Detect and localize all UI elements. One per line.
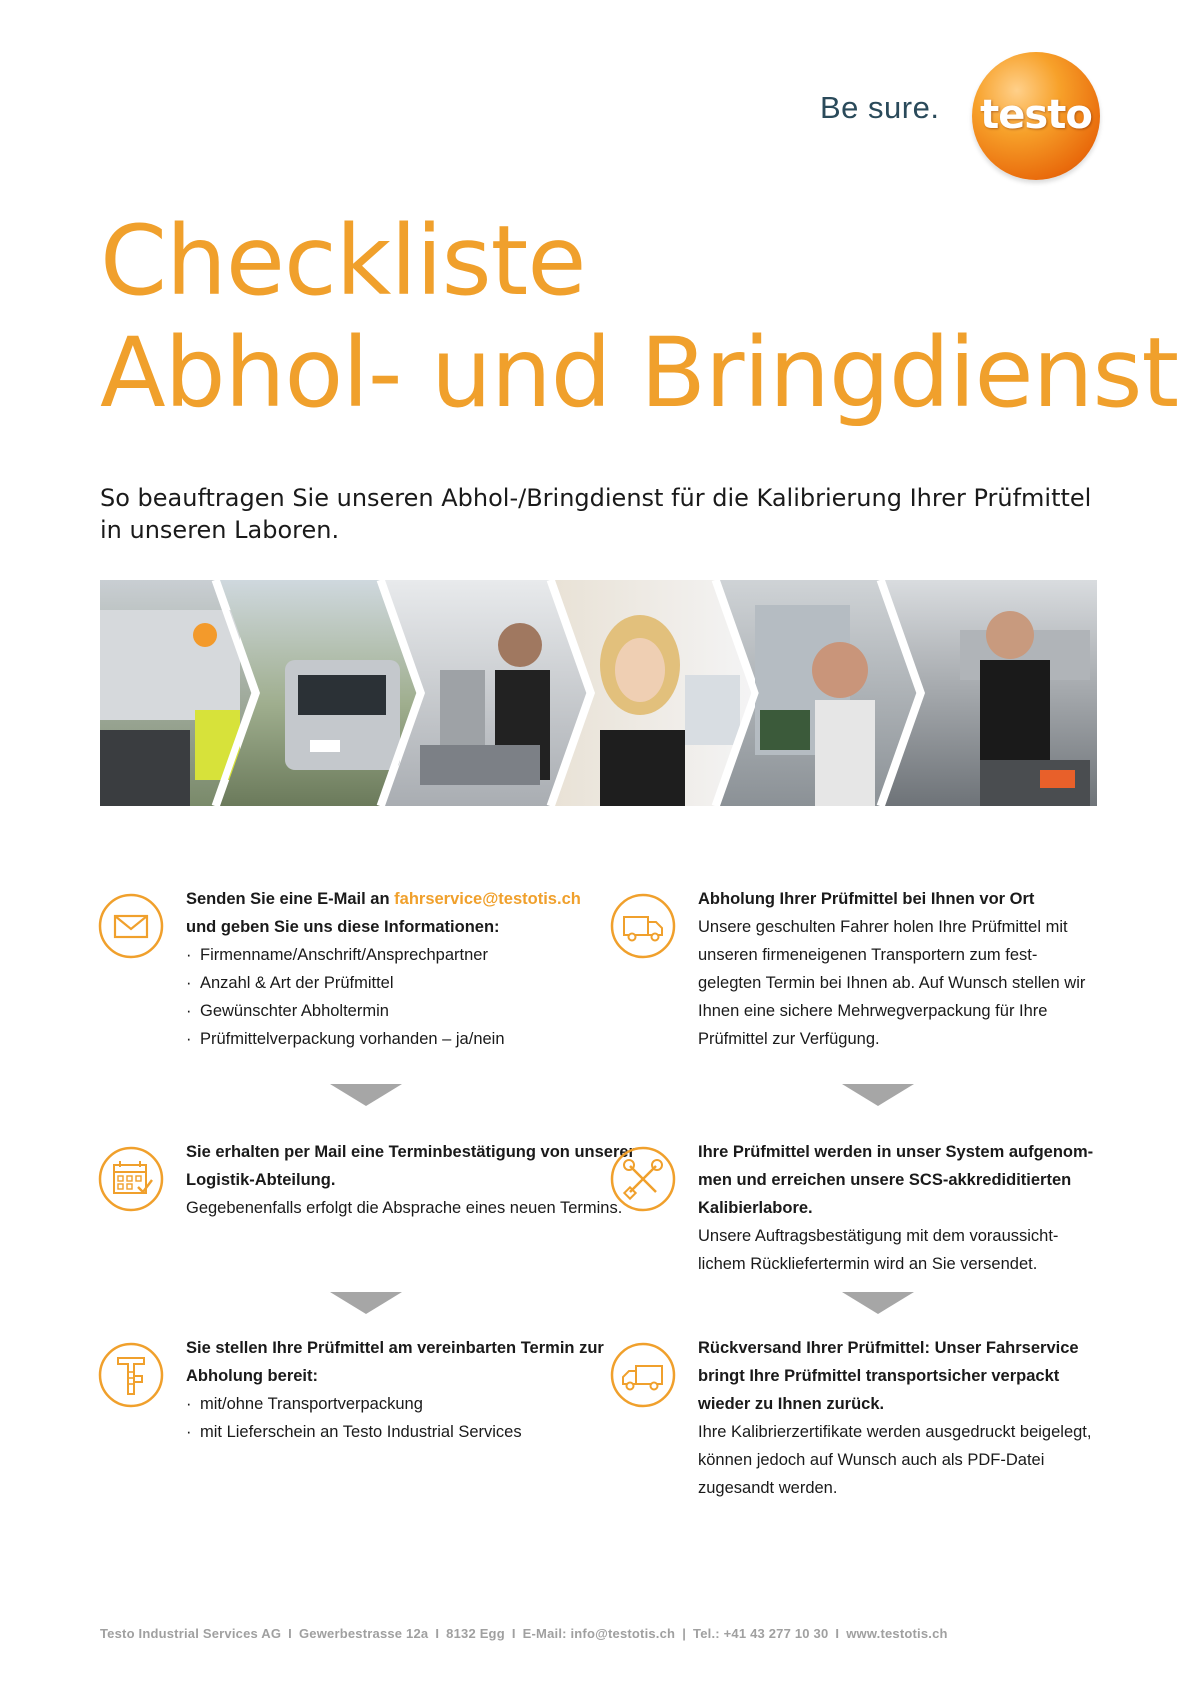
step-return [698,1334,1098,1502]
footer-city: 8132 Egg [446,1626,505,1641]
footer-street: Gewerbestrasse 12a [298,1626,429,1641]
photo-strip [100,580,1097,806]
logo-tagline: Be sure. [820,90,940,125]
step-confirm-body: Gegebenenfalls erfolgt die Absprache eines neuen Termins. [186,1199,623,1217]
logo-brand: testo [980,92,1092,138]
step-confirm-heading: Sie erhalten per Mail eine Terminbestätigung von unserer Logistik-Abteilung. [186,1143,635,1189]
step-confirm [186,1138,656,1222]
step-email-subheading: und geben Sie uns diese Informationen: [186,918,500,936]
list-item: · Anzahl & Art der Prüfmittel [186,969,656,997]
step-pickup-body: Unsere geschulten Fahrer holen Ihre Prüfmittel mit unseren firmeneigenen Transportern zum fest-gelegten Termin bei Ihnen ab. Auf Wunsch stellen wir Ihnen eine sichere Mehrwegverpackung für Ihre Prüfmittel zur Verfügung. [698,918,1086,1048]
footer-company: Testo Industrial Services AG [100,1626,282,1641]
testo-logo [820,52,1100,182]
step-prepare-list [186,1390,656,1446]
down-arrow-icon [330,1084,402,1106]
step-prepare-heading: Sie stellen Ihre Prüfmittel am vereinbarten Termin zur Abholung bereit: [186,1339,604,1385]
step-lab [698,1138,1098,1278]
list-item: · Firmenname/Anschrift/Ansprechpartner [186,941,656,969]
delivery-truck-icon [610,1342,676,1408]
step-pickup-heading: Abholung Ihrer Prüfmittel bei Ihnen vor Ort [698,890,1035,908]
title-line-1: Checkliste [100,205,586,317]
step-return-body: Ihre Kalibrierzertifikate werden ausgedruckt beigelegt, können jedoch auf Wunsch auch als PDF-Datei zugesandt werden. [698,1423,1092,1497]
down-arrow-icon [842,1084,914,1106]
step-prepare [186,1334,656,1446]
list-item: · Prüfmittelverpackung vorhanden – ja/nein [186,1025,656,1053]
list-item: · mit Lieferschein an Testo Industrial Services [186,1418,656,1446]
step-lab-heading: Ihre Prüfmittel werden in unser System aufgenom-men und erreichen unsere SCS-akkrediditierten Kalibierlabore. [698,1143,1094,1217]
page-title [100,205,1178,429]
down-arrow-icon [330,1292,402,1314]
step-email-heading: Senden Sie eine E-Mail an fahrservice@testotis.ch [186,890,581,908]
down-arrow-icon [842,1292,914,1314]
footer: Testo Industrial Services AG I Gewerbestrasse 12a I 8132 Egg I E-Mail: info@testotis.ch | Tel.: +41 43 277 10 30 I www.testotis.ch [100,1626,948,1641]
caliper-icon [98,1342,164,1408]
envelope-icon [98,893,164,959]
page-subtitle: So beauftragen Sie unseren Abhol-/Bringdienst für die Kalibrierung Ihrer Prüfmittel in unseren Laboren. [100,484,1092,544]
footer-phone: Tel.: +41 43 277 10 30 [693,1626,829,1641]
photo-strip-image [100,580,1097,806]
footer-email[interactable]: E-Mail: info@testotis.ch [522,1626,676,1641]
step-email [186,885,656,1053]
van-icon [610,893,676,959]
tools-icon [610,1146,676,1212]
footer-web[interactable]: www.testotis.ch [846,1626,948,1641]
step-return-heading: Rückversand Ihrer Prüfmittel: Unser Fahrservice bringt Ihre Prüfmittel transportsicher verpackt wieder zu Ihnen zurück. [698,1339,1079,1413]
step-email-list [186,941,656,1053]
email-link[interactable]: fahrservice@testotis.ch [394,890,581,908]
list-item: · mit/ohne Transportverpackung [186,1390,656,1418]
step-pickup [698,885,1098,1053]
title-line-2: Abhol- und Bringdienst [100,317,1179,429]
list-item: · Gewünschter Abholtermin [186,997,656,1025]
step-lab-body: Unsere Auftragsbestätigung mit dem voraussicht-lichem Rückliefertermin wird an Sie versendet. [698,1227,1059,1273]
calendar-icon [98,1146,164,1212]
